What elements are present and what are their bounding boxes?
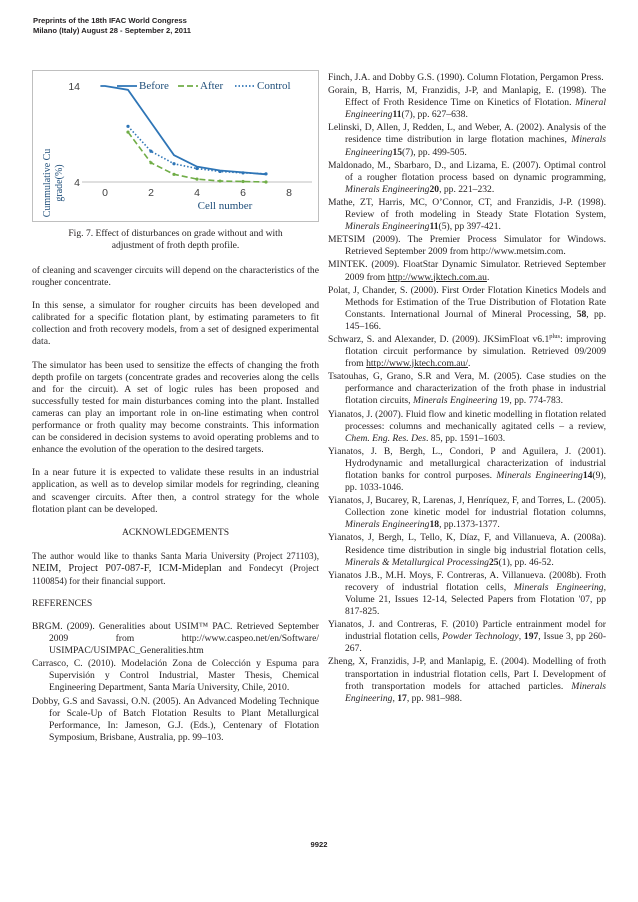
right-column bbox=[328, 72, 606, 706]
chart-legend bbox=[117, 80, 291, 92]
reference-part: Yianatos, J, Bucarey, R, Larenas, J, Henríquez, F, and Torres, L. (2005). Collection zone kinetic model for industrial flotation columns, bbox=[328, 495, 606, 519]
reference-part: (7), pp. 627–638. bbox=[401, 109, 468, 121]
x-tick-label: 8 bbox=[286, 187, 292, 199]
reference-part: Mineral Engineering bbox=[345, 97, 606, 121]
data-point bbox=[195, 178, 198, 181]
reference-item bbox=[328, 197, 606, 233]
reference-part: Minerals & Metallurgical Processing bbox=[345, 556, 489, 568]
reference-part: Mathe, ZT, Harris, MC, O’Connor, CT, and Franzidis, J-P. (1998). Review of froth modeling in Steady State Flotation System, bbox=[328, 196, 606, 221]
reference-item bbox=[328, 532, 606, 568]
paragraph-sensitize: The simulator has been used to sensitize the effects of changing the froth depth profile on targets (concentrate grades and recoveries along the cells and for the circuit). A set of logic rules has been proposed and successfully tested for main disturbances coming into the plant. Installed cameras can play an important role in on-line estimating when control performance or froth quality may become constraints. This information can be considered in decision systems to avoid operating problems and to enhance the evolution of the operation to the desired targets. bbox=[32, 359, 319, 456]
page-number: 9922 bbox=[310, 840, 328, 849]
reference-item bbox=[328, 334, 606, 370]
reference-part: Yianatos, J. B, Bergh, L., Condori, P and Aguilera, J. (2001). Hydrodynamic and metallurgical characterization of industrial flotation banks for control purposes. bbox=[328, 445, 606, 481]
reference-item bbox=[328, 234, 606, 258]
reference-part: Chem. Eng. Res. Des bbox=[345, 432, 426, 444]
ack-part-1: The author would like to thanks Santa Maria University (Project 271103), bbox=[32, 550, 319, 561]
reference-part: 14 bbox=[582, 470, 593, 481]
x-tick-label: 6 bbox=[240, 187, 246, 199]
reference-item bbox=[328, 656, 606, 704]
figure-caption-line-2: adjustment of froth depth profile. bbox=[111, 240, 240, 251]
data-point bbox=[149, 150, 152, 153]
references-heading: REFERENCES bbox=[32, 597, 93, 609]
reference-part: http://www.jktech.com.au/ bbox=[366, 358, 469, 370]
chart-svg bbox=[32, 70, 319, 222]
y-axis-label-line-2: grade(%) bbox=[54, 164, 65, 202]
reference-part: Yianatos, J. (2007). Fluid flow and kinetic modelling in flotation related processes: columns and mechanically agitated cells – a review, bbox=[328, 408, 606, 432]
reference-part: Yianatos, J. and Contreras, F. (2010) Particle entrainment model for industrial flotation cells, bbox=[328, 619, 606, 643]
reference-part: BRGM. (2009). Generalities about USIM™ PAC. Retrieved September 2009 from http://www.caspeo.net/en/Software/ USIMPAC/USIMPAC_Generalities.htm bbox=[32, 620, 319, 657]
reference-item bbox=[328, 122, 606, 158]
reference-part: Maldonado, M., Sbarbaro, D., and Lizama, E. (2007). Optimal control of a rougher flotation process based on dynamic programming, bbox=[328, 159, 606, 183]
header-line-2: Milano (Italy) August 28 - September 2, 2011 bbox=[33, 26, 191, 35]
reference-part: , pp. 145–166. bbox=[345, 308, 606, 332]
figure-caption bbox=[40, 228, 311, 252]
reference-part: Minerals Engineering bbox=[345, 183, 430, 195]
reference-part: , bbox=[392, 692, 398, 704]
acknowledgements-text bbox=[32, 550, 319, 587]
acknowledgements-heading: ACKNOWLEDGEMENTS bbox=[121, 526, 230, 538]
data-point bbox=[149, 161, 152, 164]
reference-part: , pp. 981–988. bbox=[406, 692, 462, 704]
reference-part: , pp. 221–232. bbox=[439, 183, 495, 195]
data-point bbox=[126, 130, 129, 133]
y-axis-label-line-1: Cummulative Cu bbox=[42, 148, 53, 218]
reference-part: Minerals Engineering bbox=[496, 470, 583, 481]
figure-caption-line-1: Fig. 7. Effect of disturbances on grade without and with bbox=[68, 228, 283, 239]
figure-7-chart bbox=[32, 70, 319, 222]
header-line-1: Preprints of the 18th IFAC World Congress bbox=[33, 16, 187, 25]
ack-part-2: NEIM, Project P07-087-F, ICM-Mideplan bbox=[32, 562, 222, 574]
reference-part: METSIM (2009). The Premier Process Simulator for Windows. Retrieved September 2009 from http://www.metsim.com. bbox=[328, 234, 606, 258]
reference-part: http://www.jktech.com.au bbox=[387, 271, 487, 283]
reference-item bbox=[32, 696, 319, 744]
reference-item bbox=[328, 570, 606, 618]
reference-part: Minerals Engineering bbox=[513, 581, 604, 593]
data-point bbox=[195, 167, 198, 170]
reference-part: Minerals Engineering bbox=[345, 134, 606, 158]
reference-item bbox=[328, 85, 606, 121]
data-point bbox=[218, 179, 221, 182]
reference-part: . bbox=[486, 271, 490, 283]
reference-part: 197 bbox=[523, 631, 539, 643]
data-point bbox=[241, 171, 244, 174]
reference-item bbox=[328, 409, 606, 445]
reference-part: Minerals Engineering bbox=[345, 680, 606, 704]
reference-part: Powder Technology bbox=[442, 631, 519, 643]
reference-part: MINTEK. (2009). FloatStar Dynamic Simulator. Retrieved September 2009 from bbox=[328, 259, 606, 283]
reference-part: Zheng, X, Franzidis, J-P, and Manlapig, E. (2004). Modelling of froth transportation in industrial flotation cells, Part I. Development of froth transportation models for attached particles. bbox=[328, 656, 606, 692]
reference-item bbox=[328, 495, 606, 531]
x-tick-label: 2 bbox=[148, 187, 154, 199]
data-point bbox=[264, 180, 267, 183]
data-point bbox=[172, 173, 175, 176]
y-tick-label: 4 bbox=[74, 177, 80, 189]
data-point bbox=[218, 170, 221, 173]
page-header bbox=[33, 16, 191, 36]
reference-item bbox=[328, 446, 606, 494]
legend-label: Before bbox=[139, 80, 169, 92]
reference-item bbox=[328, 72, 606, 84]
reference-part: 25 bbox=[488, 556, 499, 568]
y-tick-label: 14 bbox=[68, 81, 80, 93]
legend-label: Control bbox=[257, 80, 291, 92]
chart-frame bbox=[33, 71, 319, 222]
reference-part: 17 bbox=[397, 692, 407, 704]
reference-part: , pp.1373-1377. bbox=[439, 519, 500, 531]
reference-part: Minerals Engineering bbox=[345, 519, 430, 531]
reference-part: . 85, pp. 1591–1603. bbox=[426, 432, 506, 444]
reference-item bbox=[328, 619, 606, 655]
reference-part: (5), pp 397-421. bbox=[438, 221, 501, 233]
ack-part-3: and Fondecyt (Project 1100854) for their financial support. bbox=[32, 562, 319, 586]
reference-item bbox=[328, 160, 606, 196]
reference-item bbox=[328, 371, 606, 407]
x-tick-label: 4 bbox=[194, 187, 200, 199]
reference-part: . bbox=[468, 358, 471, 370]
reference-item bbox=[32, 658, 319, 694]
reference-part: , Volume 21, Issues 12-14, Selected Papers from Flotation '07, pp 817-825. bbox=[345, 581, 606, 618]
references-list-left bbox=[32, 621, 319, 744]
reference-part: : improving flotation circuit performance by simulation. Retrieved 09/2009 from bbox=[345, 333, 606, 370]
reference-part: Minerals Engineering bbox=[412, 395, 498, 407]
reference-part: Gorain, B, Harris, M, Franzidis, J-P, and Manlapig, E. (1998). The Effect of Froth Residence Time on Kinetics of Flotation. bbox=[328, 85, 606, 109]
legend-label: After bbox=[200, 80, 224, 92]
reference-part: 19, pp. 774-783. bbox=[497, 395, 563, 407]
paragraph-simulator: In this sense, a simulator for rougher circuits has been developed and calibrated for a specific flotation plant, by estimating parameters to fit collection and froth recovery models, from a set of designed experimental data. bbox=[32, 300, 319, 348]
data-point bbox=[126, 125, 129, 128]
reference-part: Schwarz, S. and Alexander, D. (2009). JKSimFloat v6.1 bbox=[328, 333, 550, 345]
reference-part: 58 bbox=[576, 308, 587, 320]
reference-part: 15 bbox=[392, 146, 403, 158]
reference-part: Minerals Engineering bbox=[345, 221, 430, 233]
reference-part: Lelinski, D, Allen, J, Redden, L, and Weber, A. (2002). Analysis of the residence time distribution in large flotation machines, bbox=[328, 122, 606, 146]
reference-part: 20 bbox=[429, 183, 440, 195]
paragraph-future: In a near future it is expected to validate these results in an industrial application, as well as to develop similar models for regrinding, cleaning and scavenger circuits. After then, a control strategy for the whole flotation plant can be developed. bbox=[32, 467, 319, 515]
reference-part: Tsatouhas, G, Grano, S.R and Vera, M. (2005). Case studies on the performance and characterization of the froth phase in industrial flotation circuits, bbox=[328, 371, 606, 407]
data-point bbox=[241, 180, 244, 183]
reference-item bbox=[328, 285, 606, 333]
reference-part: (9), pp. 1033-1046. bbox=[345, 470, 607, 494]
reference-part: (1), pp. 46-52. bbox=[498, 556, 554, 568]
reference-part: Polat, J, Chander, S. (2000). First Order Flotation Kinetics Models and Methods for Estimation of the True Distribution of Flotation Rate Constants. International Journal of Mineral Processing, bbox=[328, 284, 606, 320]
reference-part: Finch, J.A. and Dobby G.S. (1990). Column Flotation, Pergamon Press. bbox=[328, 72, 604, 83]
reference-part: , Issue 3, pp 260-267. bbox=[345, 631, 607, 655]
references-list-right bbox=[328, 72, 606, 705]
reference-part: , bbox=[518, 631, 524, 643]
reference-part: Yianatos J.B., M.H. Moys, F. Contreras, A. Villanueva. (2008b). Froth recovery of industrial flotation cells, bbox=[328, 569, 606, 593]
x-axis-label: Cell number bbox=[197, 200, 253, 212]
paragraph-circuits: of cleaning and scavenger circuits will depend on the characteristics of the rougher concentrate. bbox=[32, 265, 319, 289]
data-point bbox=[172, 162, 175, 165]
reference-part: 11 bbox=[392, 109, 402, 121]
reference-part: plus bbox=[549, 332, 561, 340]
x-tick-label: 0 bbox=[102, 187, 108, 199]
reference-item bbox=[328, 259, 606, 283]
reference-part: 11 bbox=[429, 221, 439, 233]
reference-part: Dobby, G.S and Savassi, O.N. (2005). An Advanced Modeling Technique for Scale-Up of Batch Flotation Results to Plant Metallurgical Performance, In: Jameson, G.J. (Eds.), Centenary of Flotation Symposium, Brisbane, Australia, pp. 99–103. bbox=[32, 695, 319, 743]
reference-part: Yianatos, J, Bergh, L, Tello, K, Díaz, F, and Villanueva, A. (2008a). Residence time distribution in single big industrial flotation cells, bbox=[328, 532, 606, 556]
reference-part: 18 bbox=[429, 519, 440, 531]
left-column bbox=[32, 70, 319, 745]
reference-part: (7), pp. 499-505. bbox=[402, 146, 467, 158]
reference-part: Carrasco, C. (2010). Modelación Zona de Colección y Espuma para Supervisión y Control Industrial, Master Thesis, Chemical Engineering Department, Santa María University, Chile, 2010. bbox=[32, 658, 319, 694]
reference-item bbox=[32, 621, 319, 657]
data-point bbox=[264, 172, 267, 175]
